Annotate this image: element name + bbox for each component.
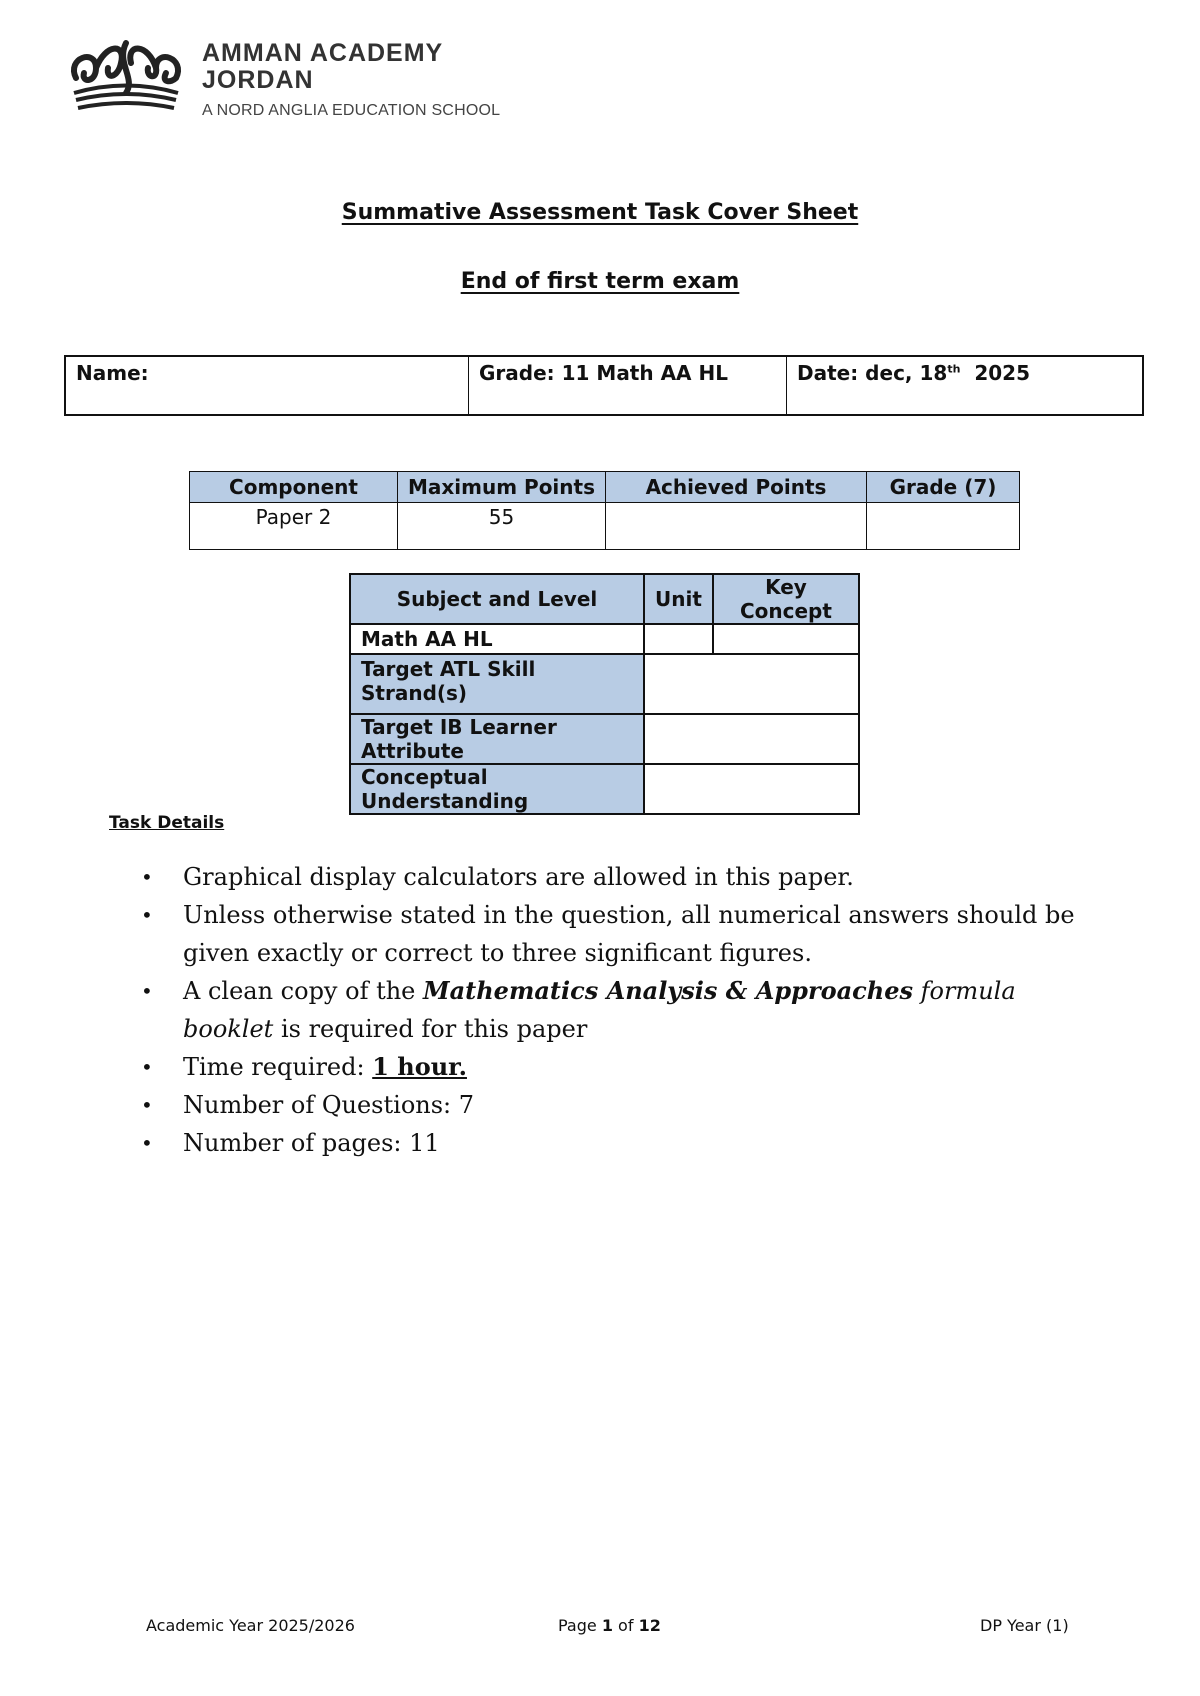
document-subtitle: End of first term exam: [460, 269, 740, 294]
list-item: [141, 1124, 1101, 1162]
score-table: [189, 471, 1020, 550]
grade-field[interactable]: [867, 503, 1020, 550]
list-item: [141, 1086, 1101, 1124]
conceptual-field[interactable]: [644, 764, 859, 814]
header-grade: Grade (7): [867, 472, 1020, 503]
bullet-text: Graphical display calculators are allowed in this paper.: [183, 863, 854, 891]
header-component: Component: [190, 472, 398, 503]
date-year: 2025: [974, 361, 1031, 385]
unit-field[interactable]: [644, 624, 713, 654]
footer-academic-year: Academic Year 2025/2026: [146, 1616, 355, 1635]
key-concept-field[interactable]: [713, 624, 859, 654]
list-item: [141, 858, 1101, 896]
header-achieved-points: Achieved Points: [606, 472, 867, 503]
learner-attribute-label: Target IB Learner Attribute: [350, 714, 644, 764]
conceptual-label: Conceptual Understanding: [350, 764, 644, 814]
component-value: Paper 2: [190, 503, 398, 550]
atl-row: [350, 654, 859, 714]
student-info-table: [64, 355, 1144, 416]
grade-cell: [468, 357, 786, 414]
header-maximum-points: Maximum Points: [398, 472, 606, 503]
booklet-italic: formula booklet: [183, 977, 1016, 1043]
task-details-heading: Task Details: [109, 813, 225, 833]
subject-table: [349, 573, 860, 815]
bullet-text: Number of Questions: 7: [183, 1091, 475, 1119]
subject-value: Math AA HL: [350, 624, 644, 654]
bullet-text: Unless otherwise stated in the question, all numerical answers should be given exactly or correct to three significant figures.: [183, 901, 1075, 967]
learner-attribute-row: [350, 714, 859, 764]
date-suffix: th: [947, 362, 961, 376]
name-field[interactable]: [66, 357, 468, 414]
logo-line-2: JORDAN: [202, 66, 314, 94]
date-label: Date: dec, 18: [797, 361, 948, 385]
header-unit: Unit: [644, 574, 713, 624]
document-title: Summative Assessment Task Cover Sheet: [341, 200, 859, 225]
time-value: 1 hour.: [372, 1052, 467, 1081]
footer-dp-year: DP Year (1): [980, 1616, 1069, 1635]
page-of: of: [612, 1616, 639, 1635]
bullet-text: A clean copy of the: [183, 977, 424, 1005]
date-cell: [786, 357, 1142, 414]
header-key-concept: Key Concept: [713, 574, 859, 624]
learner-attribute-field[interactable]: [644, 714, 859, 764]
atl-field[interactable]: [644, 654, 859, 714]
logo-line-1: AMMAN ACADEMY: [202, 39, 444, 67]
bullet-text: is required for this paper: [273, 1015, 588, 1043]
achieved-points-field[interactable]: [606, 503, 867, 550]
footer-page-number: [558, 1616, 661, 1635]
bullet-text: Number of pages: 11: [183, 1129, 440, 1157]
logo-text: [202, 40, 500, 120]
school-logo: [66, 38, 566, 128]
logo-line-3: A NORD ANGLIA EDUCATION SCHOOL: [202, 102, 501, 119]
page-current: 1: [601, 1616, 613, 1635]
list-item: [141, 896, 1101, 972]
list-item: [141, 972, 1101, 1048]
booklet-title: Mathematics Analysis & Approaches: [423, 976, 913, 1005]
score-header-row: [190, 472, 1020, 503]
task-details-list: [141, 858, 1101, 1162]
page-total: 12: [638, 1616, 661, 1635]
conceptual-row: [350, 764, 859, 814]
page-label: Page: [558, 1616, 602, 1635]
grade-label: Grade: 11 Math AA HL: [479, 361, 728, 385]
list-item: [141, 1048, 1101, 1086]
subject-header-row: [350, 574, 859, 624]
score-row: [190, 503, 1020, 550]
atl-label: Target ATL Skill Strand(s): [350, 654, 644, 714]
name-label: Name:: [76, 361, 149, 385]
bullet-text: Time required:: [183, 1053, 373, 1081]
maximum-points-value: 55: [398, 503, 606, 550]
header-subject-level: Subject and Level: [350, 574, 644, 624]
subject-row: [350, 624, 859, 654]
crown-book-icon: [66, 38, 186, 118]
